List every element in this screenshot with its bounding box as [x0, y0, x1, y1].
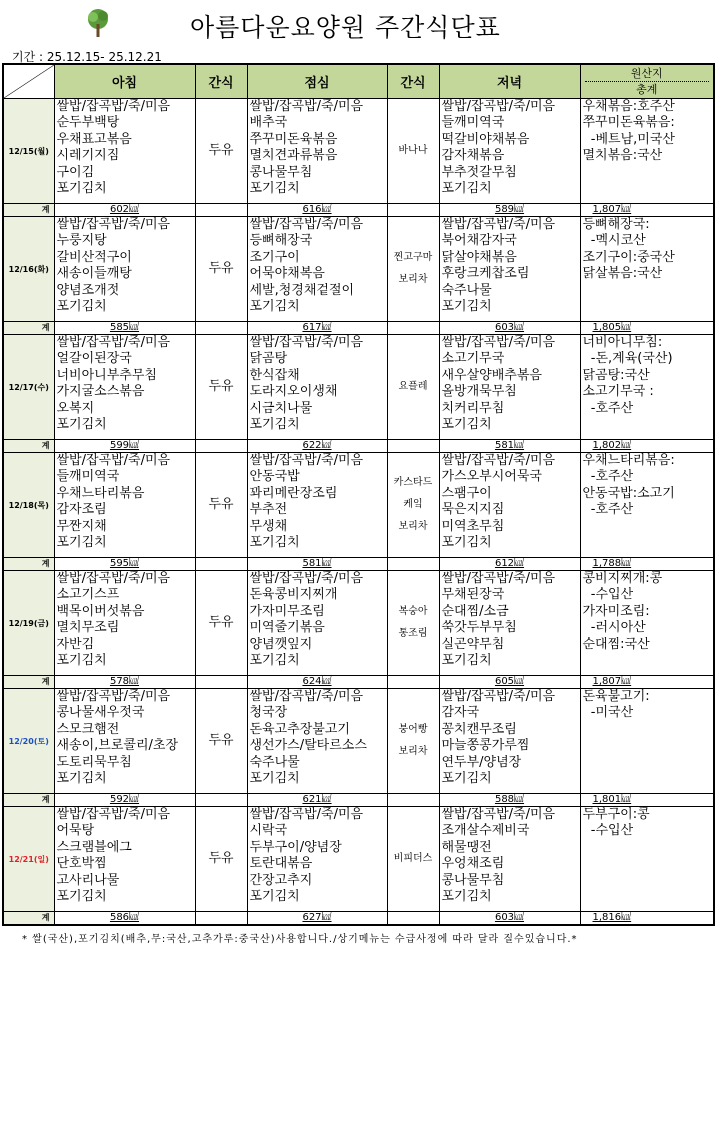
- menu-item: 쌀밥/잡곡밥/죽/미음: [441, 217, 556, 232]
- dinner-kcal: 581㎉: [439, 440, 580, 453]
- daily-total-kcal: 1,805㎉: [580, 322, 714, 335]
- lunch-kcal: 622㎉: [247, 440, 387, 453]
- menu-item: 감자국: [441, 705, 480, 721]
- lunch-cell: [247, 571, 387, 676]
- menu-item: 미역줄기볶음: [249, 620, 325, 636]
- menu-item: 배추국: [249, 115, 288, 131]
- dinner-kcal: 605㎉: [439, 676, 580, 689]
- menu-item: 포기김치: [56, 535, 107, 551]
- dinner-cell: [439, 335, 580, 440]
- menu-item: 양념깻잎지: [249, 636, 313, 652]
- origin-cell: [580, 689, 714, 794]
- menu-item: 콩나물무침: [249, 164, 313, 180]
- menu-item: 치커리무침: [441, 400, 505, 416]
- snack-item: 바나나: [398, 145, 428, 156]
- dinner-kcal: 588㎉: [439, 794, 580, 807]
- page-title: 아름다운요양원 주간식단표: [190, 13, 501, 42]
- header-breakfast: 아침: [54, 64, 195, 99]
- day-row: [3, 335, 714, 440]
- menu-item: 콩나물새우젓국: [56, 705, 145, 721]
- empty-cell: [195, 322, 247, 335]
- snack1-cell: 두유: [195, 571, 247, 676]
- menu-item: 무짠지채: [56, 518, 107, 534]
- menu-item: 양념조개젓: [56, 282, 120, 298]
- menu-item: 포기김치: [56, 653, 107, 669]
- snack-item: 카스타드: [393, 477, 433, 488]
- period-label: 기간 : 25.12.15- 25.12.21: [12, 50, 162, 64]
- menu-item: 포기김치: [249, 771, 300, 787]
- menu-item: 우채느타리볶음: [56, 485, 145, 501]
- empty-cell: [387, 558, 439, 571]
- menu-item: 후랑크케찹조림: [441, 266, 530, 282]
- dinner-kcal: 603㎉: [439, 322, 580, 335]
- snack-item: 보리차: [398, 746, 428, 757]
- lunch-cell: [247, 99, 387, 204]
- day-row: [3, 217, 714, 322]
- day-label: 12/17(수): [3, 335, 54, 440]
- menu-item: 닭살야채볶음: [441, 249, 517, 265]
- origin-item: 순대찜:국산: [582, 636, 650, 652]
- footer-note: * 쌀(국산),포기김치(배추,무:국산,고추가루:중국산)사용합니다./상기메뉴는 수급사정에 따라 달라 질수있습니다.*: [22, 934, 578, 945]
- snack1-cell: 두유: [195, 335, 247, 440]
- lunch-kcal: 581㎉: [247, 558, 387, 571]
- menu-item: 포기김치: [441, 889, 492, 905]
- menu-item: 고사리나물: [56, 872, 120, 888]
- menu-item: 들깨미역국: [441, 115, 505, 131]
- menu-item: 감자조림: [56, 502, 107, 518]
- menu-item: 쌀밥/잡곡밥/죽/미음: [249, 807, 364, 822]
- menu-item: 숙주나물: [249, 754, 300, 770]
- lunch-cell: [247, 689, 387, 794]
- menu-item: 토란대볶음: [249, 856, 313, 872]
- breakfast-kcal: 585㎉: [54, 322, 195, 335]
- header-origin-label: 원산지: [585, 66, 710, 82]
- menu-item: 쌀밥/잡곡밥/죽/미음: [441, 807, 556, 822]
- menu-item: 쌀밥/잡곡밥/죽/미음: [249, 571, 364, 586]
- snack-item: 비피더스: [393, 853, 433, 864]
- day-label: 12/19(금): [3, 571, 54, 676]
- origin-item: 닭살볶음:국산: [582, 266, 663, 282]
- lunch-kcal: 617㎉: [247, 322, 387, 335]
- snack1-cell: 두유: [195, 807, 247, 912]
- menu-item: 멸치견과류볶음: [249, 148, 338, 164]
- menu-item: 쌀밥/잡곡밥/죽/미음: [441, 571, 556, 586]
- breakfast-kcal: 595㎉: [54, 558, 195, 571]
- header-lunch: 점심: [247, 64, 387, 99]
- menu-item: 포기김치: [441, 653, 492, 669]
- snack2-cell: [387, 453, 439, 558]
- menu-item: 단호박찜: [56, 856, 107, 872]
- header-snack2: 간식: [387, 64, 439, 99]
- daily-total-kcal: 1,788㎉: [580, 558, 714, 571]
- weekly-menu-table: [2, 63, 715, 926]
- day-row: [3, 571, 714, 676]
- empty-cell: [387, 440, 439, 453]
- dinner-cell: [439, 453, 580, 558]
- snack-item: 통조림: [398, 628, 428, 639]
- menu-item: 한식잡채: [249, 367, 300, 383]
- origin-item: 너비아니무침:: [582, 335, 663, 350]
- origin-cell: [580, 335, 714, 440]
- menu-item: 시금치나물: [249, 400, 313, 416]
- snack1-cell: 두유: [195, 217, 247, 322]
- origin-cell: [580, 217, 714, 322]
- total-label: 계: [3, 794, 54, 807]
- menu-item: 감자채볶음: [441, 148, 505, 164]
- origin-item: -러시아산: [582, 620, 646, 636]
- menu-item: 새우살양배추볶음: [441, 367, 542, 383]
- origin-item: 조기구이:중국산: [582, 249, 675, 265]
- menu-item: 안동국밥: [249, 469, 300, 485]
- menu-item: 부추젓갈무침: [441, 164, 517, 180]
- menu-item: 쑥갓두부무침: [441, 620, 517, 636]
- snack2-cell: [387, 689, 439, 794]
- menu-item: 실곤약무침: [441, 636, 505, 652]
- origin-cell: [580, 453, 714, 558]
- day-label: 12/16(화): [3, 217, 54, 322]
- total-label: 계: [3, 676, 54, 689]
- origin-item: -호주산: [582, 502, 634, 518]
- menu-item: 소고기무국: [441, 351, 505, 367]
- menu-item: 꽈리메란장조림: [249, 485, 338, 501]
- menu-item: 연두부/양념장: [441, 754, 522, 770]
- snack-item: 찐고구마: [393, 252, 433, 263]
- daily-total-kcal: 1,801㎉: [580, 794, 714, 807]
- menu-item: 소고기스프: [56, 587, 120, 603]
- origin-item: 가자미조림:: [582, 603, 650, 619]
- menu-item: 등뼈해장국: [249, 233, 313, 249]
- empty-cell: [387, 794, 439, 807]
- menu-item: 새송이,브로콜리/초장: [56, 738, 179, 754]
- menu-item: 쌀밥/잡곡밥/죽/미음: [249, 689, 364, 704]
- menu-item: 백목이버섯볶음: [56, 603, 145, 619]
- menu-item: 스팸구이: [441, 485, 492, 501]
- lunch-kcal: 621㎉: [247, 794, 387, 807]
- header-snack1: 간식: [195, 64, 247, 99]
- menu-item: 포기김치: [56, 417, 107, 433]
- empty-cell: [195, 440, 247, 453]
- origin-cell: [580, 99, 714, 204]
- origin-item: 콩비지찌개:콩: [582, 571, 663, 586]
- total-label: 계: [3, 912, 54, 926]
- menu-item: 도라지오이생채: [249, 384, 338, 400]
- daily-total-kcal: 1,807㎉: [580, 676, 714, 689]
- menu-item: 포기김치: [441, 417, 492, 433]
- dinner-kcal: 612㎉: [439, 558, 580, 571]
- menu-item: 쌀밥/잡곡밥/죽/미음: [249, 453, 364, 468]
- dinner-cell: [439, 689, 580, 794]
- menu-item: 순대찜/소금: [441, 603, 509, 619]
- lunch-cell: [247, 217, 387, 322]
- menu-item: 돈육고추장불고기: [249, 721, 350, 737]
- origin-item: 두부구이:콩: [582, 807, 650, 822]
- breakfast-cell: [54, 99, 195, 204]
- menu-item: 콩나물무침: [441, 872, 505, 888]
- origin-item: 쭈꾸미돈육볶음:: [582, 115, 675, 131]
- menu-item: 간장고추지: [249, 872, 313, 888]
- origin-item: 멸치볶음:국산: [582, 148, 663, 164]
- menu-item: 얼갈이된장국: [56, 351, 132, 367]
- menu-item: 포기김치: [249, 535, 300, 551]
- empty-cell: [387, 676, 439, 689]
- menu-item: 쌀밥/잡곡밥/죽/미음: [249, 99, 364, 114]
- total-label: 계: [3, 440, 54, 453]
- lunch-cell: [247, 807, 387, 912]
- dinner-cell: [439, 807, 580, 912]
- total-row: [3, 440, 714, 453]
- menu-item: 멸치무조림: [56, 620, 120, 636]
- origin-item: -멕시코산: [582, 233, 646, 249]
- menu-item: 구이김: [56, 164, 95, 180]
- lunch-kcal: 627㎉: [247, 912, 387, 926]
- menu-item: 포기김치: [56, 299, 107, 315]
- menu-item: 시레기지짐: [56, 148, 120, 164]
- menu-item: 북어채감자국: [441, 233, 517, 249]
- menu-item: 쌀밥/잡곡밥/죽/미음: [56, 217, 171, 232]
- day-row: [3, 807, 714, 912]
- origin-item: 우채느타리볶음:: [582, 453, 675, 468]
- dinner-kcal: 589㎉: [439, 204, 580, 217]
- origin-item: 우채볶음:호주산: [582, 99, 675, 114]
- day-label: 12/15(월): [3, 99, 54, 204]
- lunch-kcal: 616㎉: [247, 204, 387, 217]
- menu-item: 도토리묵무침: [56, 754, 132, 770]
- menu-item: 너비아니부추무침: [56, 367, 157, 383]
- snack2-cell: [387, 807, 439, 912]
- menu-item: 쌀밥/잡곡밥/죽/미음: [441, 453, 556, 468]
- day-row: [3, 453, 714, 558]
- menu-item: 어묵탕: [56, 823, 95, 839]
- menu-item: 쌀밥/잡곡밥/죽/미음: [56, 453, 171, 468]
- lunch-cell: [247, 453, 387, 558]
- dinner-cell: [439, 571, 580, 676]
- lunch-cell: [247, 335, 387, 440]
- origin-item: -돈,계육(국산): [582, 351, 673, 367]
- menu-item: 올방개묵무침: [441, 384, 517, 400]
- menu-item: 자반김: [56, 636, 95, 652]
- snack-item: 붕어빵: [398, 724, 428, 735]
- snack-item: 보리차: [398, 521, 428, 532]
- empty-cell: [387, 322, 439, 335]
- empty-cell: [195, 912, 247, 926]
- origin-item: 등뼈해장국:: [582, 217, 650, 232]
- menu-item: 돈육콩비지찌개: [249, 587, 338, 603]
- total-label: 계: [3, 558, 54, 571]
- empty-cell: [387, 912, 439, 926]
- menu-item: 포기김치: [56, 181, 107, 197]
- menu-item: 스모크햄전: [56, 721, 120, 737]
- lunch-kcal: 624㎉: [247, 676, 387, 689]
- origin-item: 닭곰탕:국산: [582, 367, 650, 383]
- menu-item: 가지굴소스볶음: [56, 384, 145, 400]
- breakfast-cell: [54, 807, 195, 912]
- snack2-cell: [387, 335, 439, 440]
- day-label: 12/21(일): [3, 807, 54, 912]
- snack-item: 보리차: [398, 274, 428, 285]
- menu-item: 미역초무침: [441, 518, 505, 534]
- daily-total-kcal: 1,802㎉: [580, 440, 714, 453]
- menu-item: 순두부백탕: [56, 115, 120, 131]
- header-total-label: 총계: [636, 83, 658, 96]
- origin-item: -수입산: [582, 587, 634, 603]
- empty-cell: [195, 676, 247, 689]
- total-label: 계: [3, 204, 54, 217]
- snack-item: 케잌: [403, 499, 423, 510]
- total-row: [3, 912, 714, 926]
- origin-item: -호주산: [582, 469, 634, 485]
- menu-item: 갈비산적구이: [56, 249, 132, 265]
- menu-item: 가자미무조림: [249, 603, 325, 619]
- menu-item: 포기김치: [56, 771, 107, 787]
- breakfast-kcal: 602㎉: [54, 204, 195, 217]
- snack2-cell: [387, 571, 439, 676]
- menu-item: 새송이들깨탕: [56, 266, 132, 282]
- breakfast-kcal: 578㎉: [54, 676, 195, 689]
- menu-item: 들깨미역국: [56, 469, 120, 485]
- total-row: [3, 558, 714, 571]
- snack-item: 복숭아: [398, 606, 428, 617]
- menu-item: 포기김치: [249, 181, 300, 197]
- menu-item: 누룽지탕: [56, 233, 107, 249]
- menu-item: 쌀밥/잡곡밥/죽/미음: [56, 807, 171, 822]
- origin-item: 안동국밥:소고기: [582, 485, 675, 501]
- menu-item: 포기김치: [249, 889, 300, 905]
- breakfast-cell: [54, 335, 195, 440]
- snack1-cell: 두유: [195, 99, 247, 204]
- total-row: [3, 204, 714, 217]
- menu-item: 어묵야채복음: [249, 266, 325, 282]
- menu-item: 시락국: [249, 823, 288, 839]
- dinner-kcal: 603㎉: [439, 912, 580, 926]
- menu-item: 쌀밥/잡곡밥/죽/미음: [441, 335, 556, 350]
- origin-cell: [580, 807, 714, 912]
- menu-item: 포기김치: [249, 299, 300, 315]
- menu-item: 쌀밥/잡곡밥/죽/미음: [441, 99, 556, 114]
- menu-item: 무채된장국: [441, 587, 505, 603]
- daily-total-kcal: 1,816㎉: [580, 912, 714, 926]
- menu-item: 무생채: [249, 518, 288, 534]
- menu-item: 생선가스/탈타르소스: [249, 738, 367, 754]
- breakfast-cell: [54, 571, 195, 676]
- day-row: [3, 689, 714, 794]
- dinner-cell: [439, 217, 580, 322]
- menu-item: 쭈꾸미돈육볶음: [249, 131, 338, 147]
- menu-item: 청국장: [249, 705, 288, 721]
- menu-item: 두부구이/양념장: [249, 839, 342, 855]
- total-label: 계: [3, 322, 54, 335]
- menu-item: 세발,청경채겉절이: [249, 282, 355, 298]
- breakfast-cell: [54, 453, 195, 558]
- empty-cell: [195, 794, 247, 807]
- menu-item: 쌀밥/잡곡밥/죽/미음: [441, 689, 556, 704]
- menu-item: 오복지: [56, 400, 95, 416]
- total-row: [3, 676, 714, 689]
- day-label: 12/18(목): [3, 453, 54, 558]
- total-row: [3, 794, 714, 807]
- header-origin: [580, 64, 714, 99]
- daily-total-kcal: 1,807㎉: [580, 204, 714, 217]
- menu-item: 부추전: [249, 502, 288, 518]
- menu-item: 묵은지지짐: [441, 502, 505, 518]
- menu-item: 조개살수제비국: [441, 823, 530, 839]
- menu-item: 해물땡전: [441, 839, 492, 855]
- snack1-cell: 두유: [195, 453, 247, 558]
- origin-item: -미국산: [582, 705, 634, 721]
- menu-item: 마늘쫑콩가루찜: [441, 738, 530, 754]
- empty-cell: [387, 204, 439, 217]
- menu-item: 쌀밥/잡곡밥/죽/미음: [56, 99, 171, 114]
- origin-item: 소고기무국 :: [582, 384, 654, 400]
- origin-item: 돈육불고기:: [582, 689, 650, 704]
- menu-item: 가스오부시어묵국: [441, 469, 542, 485]
- menu-item: 포기김치: [56, 889, 107, 905]
- menu-item: 우채표고볶음: [56, 131, 132, 147]
- empty-cell: [195, 204, 247, 217]
- snack-item: 요플레: [398, 381, 428, 392]
- origin-item: -호주산: [582, 400, 634, 416]
- menu-item: 포기김치: [441, 299, 492, 315]
- origin-item: -수입산: [582, 823, 634, 839]
- breakfast-cell: [54, 217, 195, 322]
- menu-item: 포기김치: [441, 771, 492, 787]
- breakfast-kcal: 592㎉: [54, 794, 195, 807]
- origin-item: -베트남,미국산: [582, 131, 675, 147]
- menu-item: 쌀밥/잡곡밥/죽/미음: [249, 217, 364, 232]
- menu-item: 포기김치: [441, 535, 492, 551]
- menu-item: 숙주나물: [441, 282, 492, 298]
- day-row: [3, 99, 714, 204]
- empty-cell: [195, 558, 247, 571]
- total-row: [3, 322, 714, 335]
- snack2-cell: [387, 217, 439, 322]
- snack1-cell: 두유: [195, 689, 247, 794]
- menu-item: 쌀밥/잡곡밥/죽/미음: [56, 571, 171, 586]
- menu-item: 포기김치: [441, 181, 492, 197]
- menu-item: 쌀밥/잡곡밥/죽/미음: [56, 335, 171, 350]
- menu-item: 닭곰탕: [249, 351, 288, 367]
- header-dinner: 저녁: [439, 64, 580, 99]
- menu-item: 꽁치캔무조림: [441, 721, 517, 737]
- menu-item: 스크램블에그: [56, 839, 132, 855]
- menu-item: 포기김치: [249, 417, 300, 433]
- menu-item: 쌀밥/잡곡밥/죽/미음: [56, 689, 171, 704]
- menu-item: 떡갈비야채볶음: [441, 131, 530, 147]
- origin-cell: [580, 571, 714, 676]
- menu-item: 조기구이: [249, 249, 300, 265]
- day-label: 12/20(토): [3, 689, 54, 794]
- menu-item: 우엉채조림: [441, 856, 505, 872]
- tree-logo-icon: [84, 8, 112, 38]
- snack2-cell: [387, 99, 439, 204]
- breakfast-cell: [54, 689, 195, 794]
- breakfast-kcal: 599㎉: [54, 440, 195, 453]
- menu-item: 포기김치: [249, 653, 300, 669]
- dinner-cell: [439, 99, 580, 204]
- corner-cell: [3, 64, 54, 99]
- breakfast-kcal: 586㎉: [54, 912, 195, 926]
- menu-item: 쌀밥/잡곡밥/죽/미음: [249, 335, 364, 350]
